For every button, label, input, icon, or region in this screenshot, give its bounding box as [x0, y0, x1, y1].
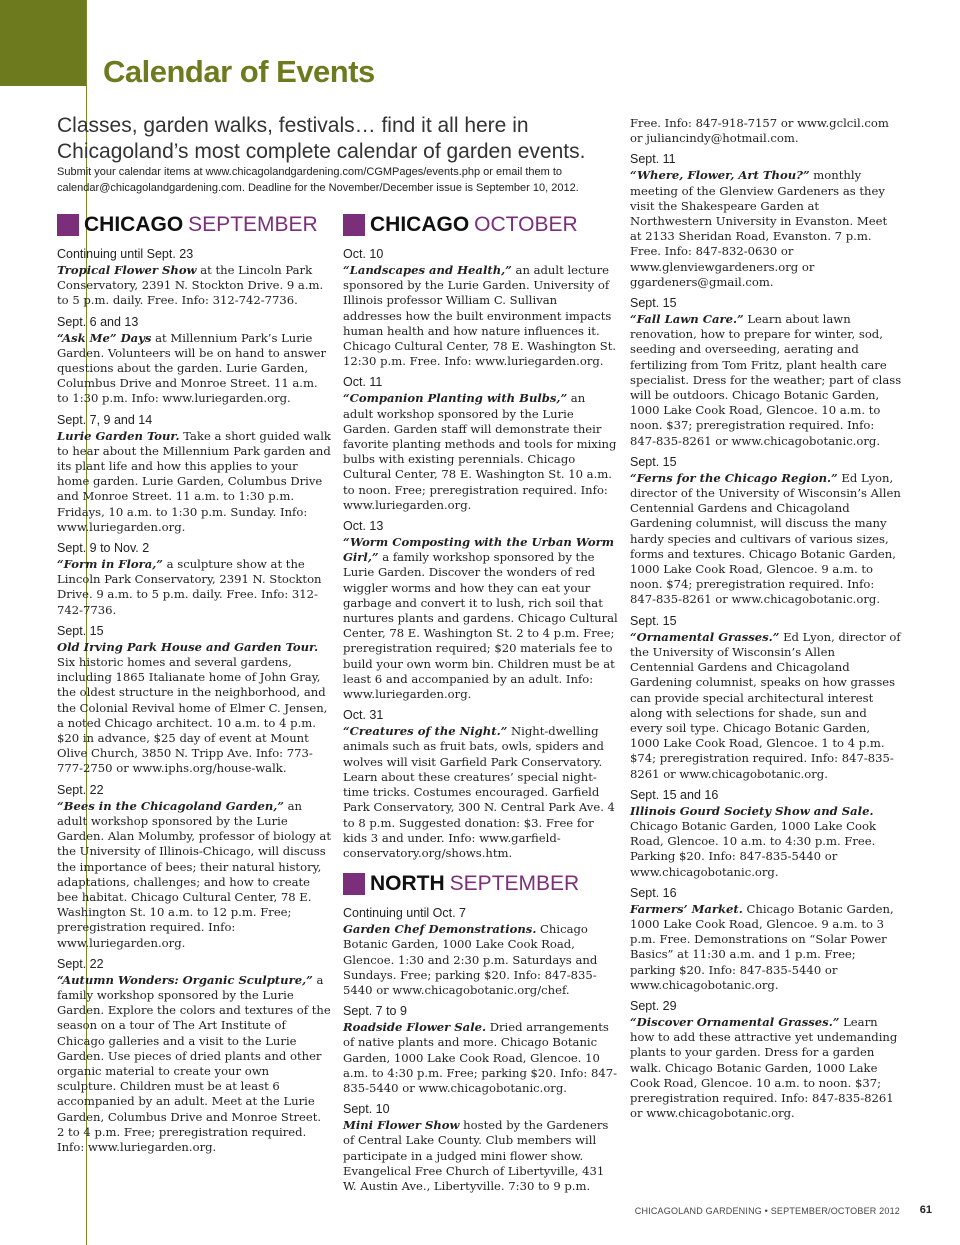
- event-title: “Worm Composting with the Urban Worm Girl,”: [343, 535, 615, 565]
- event-item: [57, 314, 332, 407]
- event-item: [57, 956, 332, 1155]
- event-description: [57, 557, 332, 618]
- event-details: a family workshop sponsored by the Lurie Garden. Discover the wonders of red wiggler worms and how they can eat your garbage and convert it to lush, rich soil that nurtures plants and gardens. Chicago Cultural Center, 78 E. Washington St. 2 to 4 p.m. Free; preregistration required; $20 materials fee to build your own worm bin. Children must be at least 6 and accompanied by an adult. Info: www.luriegarden.org.: [343, 550, 618, 702]
- event-description: [343, 391, 618, 513]
- event-details: Dried arrangements of native plants and more. Chicago Botanic Garden, 1000 Lake Cook Road, Glencoe. 10 a.m. to 4:30 p.m. Free; parking $20. Info: 847-835-5440 or www.chicagobotanic.org.: [343, 1020, 618, 1095]
- event-date: Sept. 15: [630, 613, 677, 628]
- event-item: [630, 454, 902, 608]
- section-month: SEPTEMBER: [188, 213, 318, 236]
- event-details: Night-dwelling animals such as fruit bats, owls, spiders and wolves will visit Garfield Park Conservatory. Learn about these creatures’ special night-time tricks. Costumes encouraged. Garfield Park Conservatory, 300 N. Central Park Ave. 4 to 8 p.m. Suggested donation: $3. Free for kids 3 and under. Info: www.garfield-conservatory.org/shows.htm.: [343, 724, 615, 860]
- event-item: [343, 707, 618, 861]
- event-date: Sept. 29: [630, 998, 677, 1013]
- event-title: Illinois Gourd Society Show and Sale.: [630, 803, 874, 818]
- section-marker-square: [343, 873, 365, 895]
- event-description: [343, 535, 618, 702]
- event-title: “Companion Planting with Bulbs,”: [343, 391, 568, 406]
- event-title: “Form in Flora,”: [57, 557, 163, 572]
- event-item: [57, 623, 332, 777]
- event-title: Mini Flower Show: [343, 1118, 460, 1133]
- event-date: Sept. 7 to 9: [343, 1004, 407, 1019]
- page-number: 61: [919, 1204, 932, 1216]
- event-date: Sept. 7, 9 and 14: [57, 412, 153, 427]
- section-marker-square: [343, 214, 365, 236]
- event-date: Continuing until Oct. 7: [343, 906, 466, 921]
- event-item: [57, 246, 332, 309]
- event-item: [343, 1003, 618, 1096]
- event-details: an adult workshop sponsored by the Lurie Garden. Garden staff will demonstrate their favorite planting methods and tools for mixing bulbs with existing perennials. Chicago Cultural Center, 78 E. Washington St. 10 a.m. to noon. Free; preregistration required. Info: www.luriegarden.org.: [343, 391, 617, 512]
- event-details: Ed Lyon, director of the University of Wisconsin’s Allen Centennial Gardens and Chicagoland Gardening columnist, will discuss the many hardy species and cultivars of various sizes, forms and textures. Chicago Botanic Garden, 1000 Lake Cook Road, Glencoe. 9 a.m. to noon. $74; preregistration required. Info: 847-835-8261 or www.chicagobotanic.org.: [630, 470, 901, 607]
- event-description: [343, 724, 618, 861]
- section-header-chicago-september: [57, 212, 332, 238]
- event-details: Chicago Botanic Garden, 1000 Lake Cook Road, Glencoe. 1:30 and 2:30 p.m. Saturdays and Sundays. Free; parking $20. Info: 847-835-5440 or www.chicagobotanic.org/chef.: [343, 922, 598, 997]
- event-item: [57, 412, 332, 535]
- event-description: [630, 1015, 902, 1121]
- event-details: at the Lincoln Park Conservatory, 2391 N. Stockton Drive. 9 a.m. to 5 p.m. daily. Free. Info: 312-742-7736.: [57, 263, 324, 308]
- event-item: [343, 246, 618, 369]
- event-item: [630, 613, 902, 782]
- event-title: “Fall Lawn Care.”: [630, 312, 744, 327]
- event-title: “Discover Ornamental Grasses.”: [630, 1014, 840, 1029]
- event-date: Sept. 10: [343, 1102, 390, 1117]
- event-details: a sculpture show at the Lincoln Park Conservatory, 2391 N. Stockton Drive. 9 a.m. to 5 p.m. daily. Free. Info: 312-742-7736.: [57, 557, 322, 617]
- event-date: Sept. 15: [57, 623, 104, 638]
- event-date: Oct. 13: [343, 519, 384, 534]
- event-date: Sept. 6 and 13: [57, 314, 139, 329]
- event-list: [57, 246, 332, 1155]
- event-description: [630, 902, 902, 993]
- event-details: Take a short guided walk to hear about the Millennium Park garden and its plant life and how this applies to your home garden. Lurie Garden, Columbus Drive and Monroe Street. 11 a.m. to 1:30 p.m. Fridays, 10 a.m. to 1:30 p.m. Sunday. Info: www.luriegarden.org.: [57, 428, 331, 534]
- event-date: Oct. 10: [343, 247, 384, 261]
- event-date: Sept. 15: [630, 296, 677, 311]
- event-item: [630, 151, 902, 290]
- event-details: an adult lecture sponsored by the Lurie Garden. University of Illinois professor William C. Sullivan addresses how the built environment impacts human health and how nature influences it. Chicago Cultural Center, 78 E. Washington St. 12:30 p.m. Free. Info: www.luriegarden.org.: [343, 263, 617, 369]
- section-month: OCTOBER: [474, 213, 578, 236]
- event-date: Sept. 15 and 16: [630, 787, 719, 802]
- event-title: Roadside Flower Sale.: [343, 1020, 487, 1035]
- event-date: Sept. 15: [630, 454, 677, 469]
- event-title: “Bees in the Chicagoland Garden,”: [57, 798, 284, 813]
- event-description: [343, 922, 618, 998]
- event-title: “Creatures of the Night.”: [343, 724, 508, 739]
- event-details: Six historic homes and several gardens, including 1865 Italianate home of John Gray, the oldest structure in the neighborhood, and the Colonial Revival home of Elmer C. Jensen, a noted Chicago architect. 10 a.m. to 4 p.m. $20 in advance, $25 day of event at Mount Olive Church, 3850 N. Tripp Ave. Info: 773-777-2750 or www.iphs.org/house-walk.: [57, 655, 328, 776]
- event-description: [343, 263, 618, 369]
- event-details: a family workshop sponsored by the Lurie Garden. Explore the colors and textures of the season on a tour of The Art Institute of Chicago galleries and a visit to the Lurie Garden. Use pieces of dried plants and other organic material to create your own sculpture. Children must be at least 6 accompanied by an adult. Meet at the Lurie Garden, Columbus Drive and Monroe Street. 2 to 4 p.m. Free; preregistration required. Info: www.luriegarden.org.: [57, 972, 331, 1154]
- header-color-block: [0, 0, 86, 86]
- event-description: [630, 630, 902, 782]
- column-1: [57, 212, 332, 1160]
- event-details: Learn how to add these attractive yet undemanding plants to your garden. Dress for a garden walk. Chicago Botanic Garden, 1000 Lake Cook Road, Glencoe. 10 a.m. to noon. $37; preregistration required. Info: 847-835-8261 or www.chicagobotanic.org.: [630, 1014, 898, 1121]
- event-date: Sept. 16: [630, 885, 677, 900]
- section-header-north-september: [343, 871, 618, 897]
- footer-publication: CHICAGOLAND GARDENING • SEPTEMBER/OCTOBER 2012: [634, 1206, 900, 1216]
- continued-text: Free. Info: 847-918-7157 or www.gclcil.com or juliancindy@hotmail.com.: [630, 116, 889, 146]
- section-city: NORTH: [370, 872, 445, 896]
- event-title: “Ferns for the Chicago Region.”: [630, 470, 838, 485]
- event-details: at Millennium Park’s Lurie Garden. Volunteers will be on hand to answer questions about the garden. Lurie Garden, Columbus Drive and Monroe Street. 11 a.m. to 1:30 p.m. Info: www.luriegarden.org.: [57, 330, 327, 406]
- event-item: [57, 540, 332, 618]
- event-description: [630, 471, 902, 608]
- event-details: an adult workshop sponsored by the Lurie Garden. Alan Molumby, professor of biology at the University of Illinois-Chicago, will discuss the importance of bees; their natural history, adaptations, challenges; and how to create bee habitat. Chicago Cultural Center, 78 E. Washington St. 10 a.m. to 12 p.m. Free; preregistration required. Info: www.luriegarden.org.: [57, 798, 331, 950]
- intro-text: Classes, garden walks, festivals… find it all here in Chicagoland’s most complete calendar of garden events.: [57, 114, 586, 163]
- event-description: [57, 973, 332, 1155]
- submission-note: Submit your calendar items at www.chicagolandgardening.com/CGMPages/events.php or email them to calendar@chicagolandgardening.com. Deadline for the November/December issue is September 10, 2012.: [57, 166, 579, 194]
- event-date: Oct. 31: [343, 708, 384, 723]
- event-item: [57, 782, 332, 951]
- event-title: Garden Chef Demonstrations.: [343, 922, 537, 937]
- event-description: [57, 263, 332, 309]
- event-title: Lurie Garden Tour.: [57, 428, 180, 443]
- section-month: SEPTEMBER: [449, 872, 580, 896]
- event-description: [343, 1020, 618, 1096]
- event-title: Old Irving Park House and Garden Tour.: [57, 639, 319, 654]
- event-title: Farmers’ Market.: [630, 901, 743, 916]
- event-description: [630, 804, 902, 880]
- event-date: Sept. 11: [630, 152, 676, 167]
- event-description: [630, 312, 902, 449]
- column-2: [343, 212, 618, 1199]
- event-item: [630, 885, 902, 993]
- page-title: Calendar of Events: [103, 54, 375, 89]
- event-item: [343, 374, 618, 513]
- event-date: Sept. 22: [57, 956, 104, 971]
- event-details: monthly meeting of the Glenview Gardeners as they visit the Shakespeare Garden at Northwestern University in Evanston. Meet at 2133 Sheridan Road, Evanston. 7 p.m. Free. Info: 847-832-0630 or www.glenviewgardeners.org or ggardeners@gmail.com.: [630, 168, 888, 289]
- event-item: [343, 518, 618, 702]
- event-date: Oct. 11: [343, 375, 383, 390]
- section-marker-square: [57, 214, 79, 236]
- event-title: Tropical Flower Show: [57, 263, 197, 277]
- event-description: [343, 1118, 618, 1194]
- event-item: [343, 1101, 618, 1194]
- event-item: [630, 998, 902, 1121]
- event-item: [630, 787, 902, 880]
- event-description: [630, 168, 902, 290]
- event-item: [630, 295, 902, 449]
- event-title: “Autumn Wonders: Organic Sculpture,”: [57, 972, 313, 987]
- column-3: [630, 116, 902, 1126]
- event-description: [57, 331, 332, 407]
- event-list: [343, 905, 618, 1194]
- event-date: Sept. 9 to Nov. 2: [57, 541, 150, 556]
- event-title: “Landscapes and Health,”: [343, 263, 512, 277]
- event-title: “Ornamental Grasses.”: [630, 629, 780, 644]
- event-date: Continuing until Sept. 23: [57, 247, 194, 261]
- event-title: “Where, Flower, Art Thou?”: [630, 168, 810, 183]
- event-description: [57, 429, 332, 535]
- event-item: [343, 905, 618, 998]
- section-header-chicago-october: [343, 212, 618, 238]
- event-description: [57, 799, 332, 951]
- event-details: hosted by the Gardeners of Central Lake County. Club members will participate in a judged mini flower show. Evangelical Free Church of Libertyville, 431 W. Austin Ave., Libertyville. 7:30 to 9 p.m.: [343, 1118, 609, 1193]
- section-city: CHICAGO: [84, 213, 184, 236]
- event-details: Chicago Botanic Garden, 1000 Lake Cook Road, Glencoe. 9 a.m. to 3 p.m. Free. Demonstrations on “Solar Power Basics” at 11:30 a.m. and 1 p.m. Free; parking $20. Info: 847-835-5440 or www.chicagobotanic.org.: [630, 901, 894, 992]
- event-details: Ed Lyon, director of the University of Wisconsin’s Allen Centennial Gardens and Chicagoland Gardening columnist, speaks on how grasses can provide special architectural interest along with selections for shade, sun and every soil type. Chicago Botanic Garden, 1000 Lake Cook Road, Glencoe. 1 to 4 p.m. $74; preregistration required. Info: 847-835-8261 or www.chicagobotanic.org.: [630, 629, 901, 781]
- event-details: Learn about lawn renovation, how to prepare for winter, sod, seeding and overseeding, aerating and fertilizing from Tom Fritz, plant health care specialist. Dress for the weather; part of class will be outdoors. Chicago Botanic Garden, 1000 Lake Cook Road, Glencoe. 10 a.m. to noon. $37; preregistration required. Info: 847-835-8261 or www.chicagobotanic.org.: [630, 312, 902, 448]
- event-description: [57, 640, 332, 777]
- event-date: Sept. 22: [57, 782, 104, 797]
- event-list: [343, 246, 618, 861]
- section-city: CHICAGO: [370, 213, 470, 236]
- event-list: [630, 151, 902, 1121]
- event-title: “Ask Me” Days: [57, 330, 152, 345]
- event-details: Chicago Botanic Garden, 1000 Lake Cook Road, Glencoe. 10 a.m. to 4:30 p.m. Free. Parking $20. Info: 847-835-5440 or www.chicagobotanic.org.: [630, 818, 877, 879]
